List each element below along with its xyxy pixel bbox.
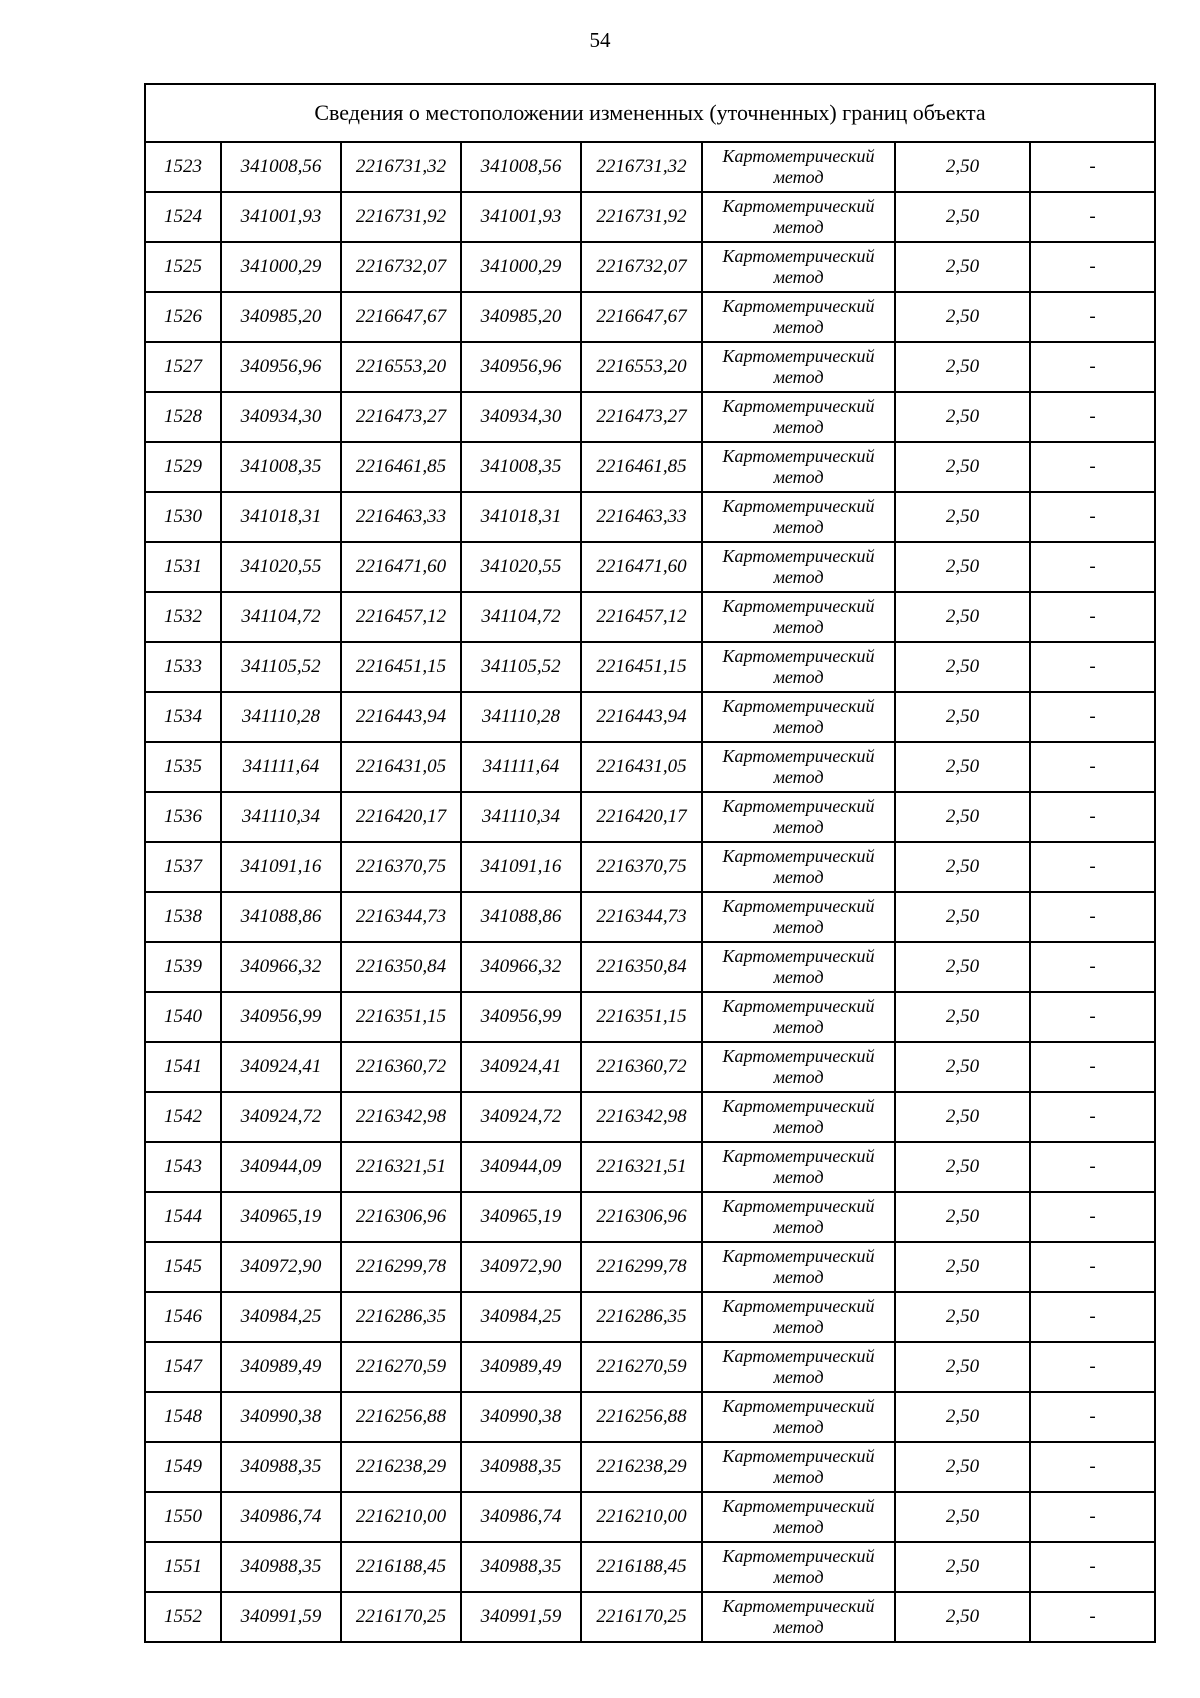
point-number-cell: 1529 (145, 442, 221, 492)
refined-x-cell: 340956,99 (461, 992, 581, 1042)
table-row (145, 792, 1155, 842)
existing-x-cell: 340944,09 (221, 1142, 341, 1192)
method-cell: Картометрический метод (702, 142, 895, 192)
refined-x-cell: 340991,59 (461, 1592, 581, 1642)
table-row (145, 592, 1155, 642)
point-number-cell: 1537 (145, 842, 221, 892)
existing-x-cell: 340986,74 (221, 1492, 341, 1542)
table-row (145, 1142, 1155, 1192)
point-number-cell: 1551 (145, 1542, 221, 1592)
method-cell: Картометрический метод (702, 1292, 895, 1342)
method-cell: Картометрический метод (702, 692, 895, 742)
refined-y-cell: 2216342,98 (581, 1092, 702, 1142)
refined-y-cell: 2216420,17 (581, 792, 702, 842)
refined-x-cell: 340989,49 (461, 1342, 581, 1392)
description-cell: - (1030, 1192, 1155, 1242)
description-cell: - (1030, 1142, 1155, 1192)
refined-x-cell: 340944,09 (461, 1142, 581, 1192)
point-number-cell: 1527 (145, 342, 221, 392)
existing-y-cell: 2216463,33 (341, 492, 461, 542)
refined-x-cell: 340956,96 (461, 342, 581, 392)
refined-x-cell: 340965,19 (461, 1192, 581, 1242)
method-cell: Картометрический метод (702, 1042, 895, 1092)
table-row (145, 1492, 1155, 1542)
refined-y-cell: 2216321,51 (581, 1142, 702, 1192)
existing-y-cell: 2216210,00 (341, 1492, 461, 1542)
existing-x-cell: 341091,16 (221, 842, 341, 892)
refined-y-cell: 2216360,72 (581, 1042, 702, 1092)
refined-y-cell: 2216457,12 (581, 592, 702, 642)
point-number-cell: 1549 (145, 1442, 221, 1492)
refined-y-cell: 2216463,33 (581, 492, 702, 542)
point-number-cell: 1530 (145, 492, 221, 542)
accuracy-cell: 2,50 (895, 642, 1030, 692)
boundary-coordinates-table (144, 83, 1156, 1643)
existing-x-cell: 340966,32 (221, 942, 341, 992)
refined-x-cell: 340985,20 (461, 292, 581, 342)
refined-y-cell: 2216732,07 (581, 242, 702, 292)
method-cell: Картометрический метод (702, 1242, 895, 1292)
method-cell: Картометрический метод (702, 1592, 895, 1642)
point-number-cell: 1524 (145, 192, 221, 242)
point-number-cell: 1536 (145, 792, 221, 842)
refined-x-cell: 341091,16 (461, 842, 581, 892)
existing-x-cell: 341000,29 (221, 242, 341, 292)
description-cell: - (1030, 642, 1155, 692)
point-number-cell: 1538 (145, 892, 221, 942)
accuracy-cell: 2,50 (895, 1092, 1030, 1142)
point-number-cell: 1550 (145, 1492, 221, 1542)
table-row (145, 1592, 1155, 1642)
accuracy-cell: 2,50 (895, 1592, 1030, 1642)
accuracy-cell: 2,50 (895, 142, 1030, 192)
method-cell: Картометрический метод (702, 392, 895, 442)
accuracy-cell: 2,50 (895, 392, 1030, 442)
method-cell: Картометрический метод (702, 1342, 895, 1392)
refined-y-cell: 2216443,94 (581, 692, 702, 742)
existing-x-cell: 340988,35 (221, 1542, 341, 1592)
point-number-cell: 1528 (145, 392, 221, 442)
existing-x-cell: 341020,55 (221, 542, 341, 592)
existing-x-cell: 341018,31 (221, 492, 341, 542)
refined-x-cell: 340934,30 (461, 392, 581, 442)
existing-x-cell: 340934,30 (221, 392, 341, 442)
description-cell: - (1030, 342, 1155, 392)
page-number: 54 (589, 28, 611, 52)
refined-x-cell: 341111,64 (461, 742, 581, 792)
point-number-cell: 1523 (145, 142, 221, 192)
point-number-cell: 1541 (145, 1042, 221, 1092)
refined-y-cell: 2216471,60 (581, 542, 702, 592)
table-row (145, 1542, 1155, 1592)
table-row (145, 192, 1155, 242)
refined-x-cell: 341018,31 (461, 492, 581, 542)
accuracy-cell: 2,50 (895, 1142, 1030, 1192)
refined-y-cell: 2216731,32 (581, 142, 702, 192)
table-row (145, 642, 1155, 692)
refined-y-cell: 2216299,78 (581, 1242, 702, 1292)
point-number-cell: 1548 (145, 1392, 221, 1442)
refined-x-cell: 340990,38 (461, 1392, 581, 1442)
existing-x-cell: 341104,72 (221, 592, 341, 642)
refined-y-cell: 2216473,27 (581, 392, 702, 442)
accuracy-cell: 2,50 (895, 1392, 1030, 1442)
existing-y-cell: 2216299,78 (341, 1242, 461, 1292)
existing-y-cell: 2216188,45 (341, 1542, 461, 1592)
existing-y-cell: 2216256,88 (341, 1392, 461, 1442)
point-number-cell: 1543 (145, 1142, 221, 1192)
accuracy-cell: 2,50 (895, 1242, 1030, 1292)
existing-y-cell: 2216342,98 (341, 1092, 461, 1142)
description-cell: - (1030, 442, 1155, 492)
description-cell: - (1030, 742, 1155, 792)
refined-y-cell: 2216350,84 (581, 942, 702, 992)
table-title: Сведения о местоположении измененных (уточненных) границ объекта (145, 84, 1155, 142)
point-number-cell: 1546 (145, 1292, 221, 1342)
existing-x-cell: 340956,99 (221, 992, 341, 1042)
refined-x-cell: 340972,90 (461, 1242, 581, 1292)
table-row (145, 442, 1155, 492)
refined-x-cell: 341088,86 (461, 892, 581, 942)
existing-y-cell: 2216306,96 (341, 1192, 461, 1242)
existing-x-cell: 341088,86 (221, 892, 341, 942)
point-number-cell: 1539 (145, 942, 221, 992)
refined-x-cell: 341008,56 (461, 142, 581, 192)
refined-y-cell: 2216188,45 (581, 1542, 702, 1592)
accuracy-cell: 2,50 (895, 1492, 1030, 1542)
method-cell: Картометрический метод (702, 942, 895, 992)
accuracy-cell: 2,50 (895, 742, 1030, 792)
existing-x-cell: 340988,35 (221, 1442, 341, 1492)
description-cell: - (1030, 792, 1155, 842)
method-cell: Картометрический метод (702, 792, 895, 842)
existing-y-cell: 2216553,20 (341, 342, 461, 392)
accuracy-cell: 2,50 (895, 292, 1030, 342)
point-number-cell: 1535 (145, 742, 221, 792)
table-row (145, 1042, 1155, 1092)
table-row (145, 942, 1155, 992)
accuracy-cell: 2,50 (895, 1442, 1030, 1492)
table-row (145, 292, 1155, 342)
refined-y-cell: 2216451,15 (581, 642, 702, 692)
existing-y-cell: 2216731,92 (341, 192, 461, 242)
refined-x-cell: 341105,52 (461, 642, 581, 692)
description-cell: - (1030, 892, 1155, 942)
accuracy-cell: 2,50 (895, 992, 1030, 1042)
description-cell: - (1030, 142, 1155, 192)
existing-y-cell: 2216431,05 (341, 742, 461, 792)
refined-x-cell: 340986,74 (461, 1492, 581, 1542)
existing-y-cell: 2216321,51 (341, 1142, 461, 1192)
refined-x-cell: 340988,35 (461, 1442, 581, 1492)
table-row (145, 1292, 1155, 1342)
method-cell: Картометрический метод (702, 442, 895, 492)
method-cell: Картометрический метод (702, 492, 895, 542)
existing-y-cell: 2216170,25 (341, 1592, 461, 1642)
accuracy-cell: 2,50 (895, 1342, 1030, 1392)
existing-x-cell: 341001,93 (221, 192, 341, 242)
refined-x-cell: 340966,32 (461, 942, 581, 992)
method-cell: Картометрический метод (702, 742, 895, 792)
refined-x-cell: 340988,35 (461, 1542, 581, 1592)
existing-x-cell: 340924,41 (221, 1042, 341, 1092)
existing-y-cell: 2216238,29 (341, 1442, 461, 1492)
table-row (145, 842, 1155, 892)
method-cell: Картометрический метод (702, 1142, 895, 1192)
accuracy-cell: 2,50 (895, 792, 1030, 842)
description-cell: - (1030, 192, 1155, 242)
method-cell: Картометрический метод (702, 592, 895, 642)
method-cell: Картометрический метод (702, 1442, 895, 1492)
table-row (145, 392, 1155, 442)
existing-x-cell: 340990,38 (221, 1392, 341, 1442)
method-cell: Картометрический метод (702, 1192, 895, 1242)
description-cell: - (1030, 1592, 1155, 1642)
point-number-cell: 1525 (145, 242, 221, 292)
method-cell: Картометрический метод (702, 1392, 895, 1442)
existing-x-cell: 340924,72 (221, 1092, 341, 1142)
existing-x-cell: 340984,25 (221, 1292, 341, 1342)
point-number-cell: 1544 (145, 1192, 221, 1242)
method-cell: Картометрический метод (702, 1092, 895, 1142)
table-row (145, 142, 1155, 192)
description-cell: - (1030, 1392, 1155, 1442)
refined-x-cell: 341110,34 (461, 792, 581, 842)
refined-y-cell: 2216461,85 (581, 442, 702, 492)
method-cell: Картометрический метод (702, 542, 895, 592)
refined-y-cell: 2216210,00 (581, 1492, 702, 1542)
refined-y-cell: 2216238,29 (581, 1442, 702, 1492)
description-cell: - (1030, 1542, 1155, 1592)
description-cell: - (1030, 392, 1155, 442)
refined-y-cell: 2216370,75 (581, 842, 702, 892)
accuracy-cell: 2,50 (895, 692, 1030, 742)
existing-y-cell: 2216370,75 (341, 842, 461, 892)
accuracy-cell: 2,50 (895, 242, 1030, 292)
refined-y-cell: 2216553,20 (581, 342, 702, 392)
point-number-cell: 1545 (145, 1242, 221, 1292)
table-row (145, 992, 1155, 1042)
existing-x-cell: 340956,96 (221, 342, 341, 392)
description-cell: - (1030, 492, 1155, 542)
accuracy-cell: 2,50 (895, 942, 1030, 992)
point-number-cell: 1526 (145, 292, 221, 342)
existing-y-cell: 2216270,59 (341, 1342, 461, 1392)
refined-x-cell: 341000,29 (461, 242, 581, 292)
table-row (145, 892, 1155, 942)
existing-y-cell: 2216350,84 (341, 942, 461, 992)
accuracy-cell: 2,50 (895, 1042, 1030, 1092)
refined-y-cell: 2216256,88 (581, 1392, 702, 1442)
method-cell: Картометрический метод (702, 242, 895, 292)
existing-y-cell: 2216286,35 (341, 1292, 461, 1342)
method-cell: Картометрический метод (702, 842, 895, 892)
existing-y-cell: 2216443,94 (341, 692, 461, 742)
table-title-row (145, 84, 1155, 142)
description-cell: - (1030, 242, 1155, 292)
existing-x-cell: 340991,59 (221, 1592, 341, 1642)
refined-y-cell: 2216344,73 (581, 892, 702, 942)
description-cell: - (1030, 1342, 1155, 1392)
existing-y-cell: 2216344,73 (341, 892, 461, 942)
refined-y-cell: 2216170,25 (581, 1592, 702, 1642)
refined-y-cell: 2216306,96 (581, 1192, 702, 1242)
existing-x-cell: 340972,90 (221, 1242, 341, 1292)
point-number-cell: 1532 (145, 592, 221, 642)
refined-x-cell: 340924,72 (461, 1092, 581, 1142)
table-row (145, 1192, 1155, 1242)
existing-y-cell: 2216731,32 (341, 142, 461, 192)
refined-y-cell: 2216647,67 (581, 292, 702, 342)
refined-x-cell: 341110,28 (461, 692, 581, 742)
existing-y-cell: 2216457,12 (341, 592, 461, 642)
table-row (145, 692, 1155, 742)
table-row (145, 342, 1155, 392)
description-cell: - (1030, 1492, 1155, 1542)
existing-x-cell: 341008,56 (221, 142, 341, 192)
point-number-cell: 1531 (145, 542, 221, 592)
existing-y-cell: 2216461,85 (341, 442, 461, 492)
point-number-cell: 1542 (145, 1092, 221, 1142)
point-number-cell: 1540 (145, 992, 221, 1042)
accuracy-cell: 2,50 (895, 442, 1030, 492)
existing-x-cell: 340965,19 (221, 1192, 341, 1242)
existing-y-cell: 2216473,27 (341, 392, 461, 442)
table-body (145, 84, 1155, 1642)
existing-y-cell: 2216451,15 (341, 642, 461, 692)
existing-y-cell: 2216471,60 (341, 542, 461, 592)
refined-x-cell: 341020,55 (461, 542, 581, 592)
method-cell: Картометрический метод (702, 1542, 895, 1592)
table-row (145, 542, 1155, 592)
table-row (145, 1242, 1155, 1292)
description-cell: - (1030, 292, 1155, 342)
accuracy-cell: 2,50 (895, 592, 1030, 642)
accuracy-cell: 2,50 (895, 1192, 1030, 1242)
description-cell: - (1030, 842, 1155, 892)
existing-x-cell: 341110,28 (221, 692, 341, 742)
description-cell: - (1030, 1092, 1155, 1142)
refined-y-cell: 2216431,05 (581, 742, 702, 792)
accuracy-cell: 2,50 (895, 1292, 1030, 1342)
refined-x-cell: 341104,72 (461, 592, 581, 642)
description-cell: - (1030, 942, 1155, 992)
existing-x-cell: 341110,34 (221, 792, 341, 842)
method-cell: Картометрический метод (702, 892, 895, 942)
table-row (145, 1342, 1155, 1392)
accuracy-cell: 2,50 (895, 542, 1030, 592)
existing-x-cell: 341111,64 (221, 742, 341, 792)
table-row (145, 1392, 1155, 1442)
method-cell: Картометрический метод (702, 642, 895, 692)
point-number-cell: 1534 (145, 692, 221, 742)
description-cell: - (1030, 1292, 1155, 1342)
description-cell: - (1030, 992, 1155, 1042)
description-cell: - (1030, 1042, 1155, 1092)
existing-y-cell: 2216351,15 (341, 992, 461, 1042)
refined-y-cell: 2216270,59 (581, 1342, 702, 1392)
method-cell: Картометрический метод (702, 192, 895, 242)
point-number-cell: 1533 (145, 642, 221, 692)
table-row (145, 1442, 1155, 1492)
existing-x-cell: 341105,52 (221, 642, 341, 692)
description-cell: - (1030, 592, 1155, 642)
accuracy-cell: 2,50 (895, 342, 1030, 392)
existing-x-cell: 340985,20 (221, 292, 341, 342)
table-row (145, 742, 1155, 792)
existing-y-cell: 2216647,67 (341, 292, 461, 342)
description-cell: - (1030, 1442, 1155, 1492)
description-cell: - (1030, 1242, 1155, 1292)
refined-y-cell: 2216286,35 (581, 1292, 702, 1342)
refined-y-cell: 2216731,92 (581, 192, 702, 242)
refined-x-cell: 341001,93 (461, 192, 581, 242)
point-number-cell: 1547 (145, 1342, 221, 1392)
existing-y-cell: 2216420,17 (341, 792, 461, 842)
description-cell: - (1030, 692, 1155, 742)
method-cell: Картометрический метод (702, 992, 895, 1042)
table-row (145, 1092, 1155, 1142)
existing-y-cell: 2216360,72 (341, 1042, 461, 1092)
method-cell: Картометрический метод (702, 342, 895, 392)
refined-y-cell: 2216351,15 (581, 992, 702, 1042)
table-row (145, 242, 1155, 292)
accuracy-cell: 2,50 (895, 492, 1030, 542)
point-number-cell: 1552 (145, 1592, 221, 1642)
accuracy-cell: 2,50 (895, 842, 1030, 892)
accuracy-cell: 2,50 (895, 192, 1030, 242)
description-cell: - (1030, 542, 1155, 592)
table-row (145, 492, 1155, 542)
accuracy-cell: 2,50 (895, 892, 1030, 942)
existing-y-cell: 2216732,07 (341, 242, 461, 292)
existing-x-cell: 341008,35 (221, 442, 341, 492)
refined-x-cell: 340984,25 (461, 1292, 581, 1342)
refined-x-cell: 341008,35 (461, 442, 581, 492)
refined-x-cell: 340924,41 (461, 1042, 581, 1092)
accuracy-cell: 2,50 (895, 1542, 1030, 1592)
method-cell: Картометрический метод (702, 1492, 895, 1542)
method-cell: Картометрический метод (702, 292, 895, 342)
existing-x-cell: 340989,49 (221, 1342, 341, 1392)
